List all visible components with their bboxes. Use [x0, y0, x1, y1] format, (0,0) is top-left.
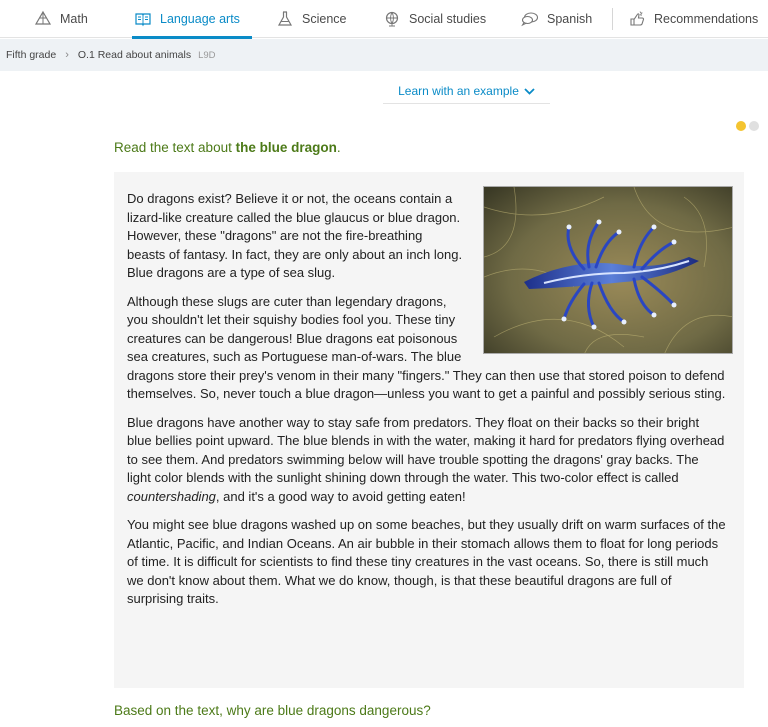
math-icon	[34, 10, 52, 28]
chevron-down-icon	[524, 84, 535, 98]
chevron-right-icon: ›	[65, 49, 69, 61]
tab-math[interactable]	[34, 0, 88, 38]
progress-dot-current	[736, 121, 746, 131]
reading-passage	[114, 172, 744, 688]
nav-divider	[612, 8, 613, 30]
prompt-suffix: .	[336, 140, 341, 155]
flask-icon	[276, 10, 294, 28]
question-text: Based on the text, why are blue dragons dangerous?	[114, 703, 431, 718]
tab-math-label: Math	[60, 12, 88, 26]
paragraph-3-text-b: , and it's a good way to avoid getting eaten!	[215, 488, 466, 504]
term-countershading: countershading	[127, 488, 216, 504]
subject-nav	[0, 0, 768, 38]
passage-prompt	[114, 140, 341, 155]
breadcrumb-skill: O.1 Read about animals	[77, 49, 192, 61]
breadcrumb	[0, 39, 768, 71]
tab-recommendations-label: Recommendations	[654, 12, 759, 26]
tab-science-label: Science	[302, 12, 347, 26]
tab-spanish[interactable]	[521, 0, 592, 38]
passage-paragraph-2: Although these slugs are cuter than legendary dragons, you shouldn't let their squishy bodies fool you. These tiny creatures can be dangerous! Blue dragons eat poisonous sea creatures, such as Portuguese man-of-wars. The blue dragons store their prey's venom in their many "fingers." They can then use that stored poison to defend themselves. So, never touch a blue dragon—unless you want to get a painful and possibly serious sting.	[127, 293, 726, 401]
tab-science[interactable]	[276, 0, 346, 38]
paragraph-3-text-a: Blue dragons have another way to stay safe from predators. They float on their backs so their bright blue bellies point upward. The blue blends in with the water, making it hard for predators flying overhead to see them. And predators swimming below will have trouble spotting the dragons' gray backs. The light color blends with the sunlight shining down through the water. This two-color effect is called	[127, 414, 725, 485]
passage-paragraph-3	[127, 414, 726, 507]
progress-dot	[749, 121, 759, 131]
tab-recommendations[interactable]	[628, 0, 758, 38]
recommendations-icon	[628, 10, 646, 28]
prompt-topic: the blue dragon	[235, 140, 337, 155]
tab-social-studies[interactable]	[383, 0, 486, 38]
book-icon	[134, 10, 152, 28]
passage-paragraph-1: Do dragons exist? Believe it or not, the oceans contain a lizard-like creature called the blue glaucus or blue dragon. However, these "dragons" are not the fire-breathing beasts of fantasy. In fact, they are only about an inch long. Blue dragons are a type of sea slug.	[127, 191, 463, 280]
tab-language-arts-label: Language arts	[160, 12, 240, 26]
speech-bubble-icon	[521, 10, 539, 28]
skill-code: L9D	[198, 49, 216, 61]
tab-social-studies-label: Social studies	[409, 12, 487, 26]
blue-dragon-photo	[483, 186, 733, 354]
tab-language-arts[interactable]	[132, 0, 252, 38]
progress-indicator	[736, 121, 759, 131]
globe-icon	[383, 10, 401, 28]
learn-with-example-label: Learn with an example	[398, 83, 519, 98]
tab-spanish-label: Spanish	[547, 12, 593, 26]
breadcrumb-grade[interactable]: Fifth grade	[6, 49, 57, 61]
learn-with-example-button[interactable]	[383, 78, 550, 104]
prompt-prefix: Read the text about	[114, 140, 236, 155]
passage-paragraph-4: You might see blue dragons washed up on some beaches, but they usually drift on warm surfaces of the Atlantic, Pacific, and Indian Oceans. An air bubble in their stomach allows them to float for long periods of time. It is difficult for scientists to find these tiny creatures in the vast oceans. So, there is still much we don't know about them. What we do know, though, is that these beautiful dragons are full of surprising traits.	[127, 517, 726, 606]
